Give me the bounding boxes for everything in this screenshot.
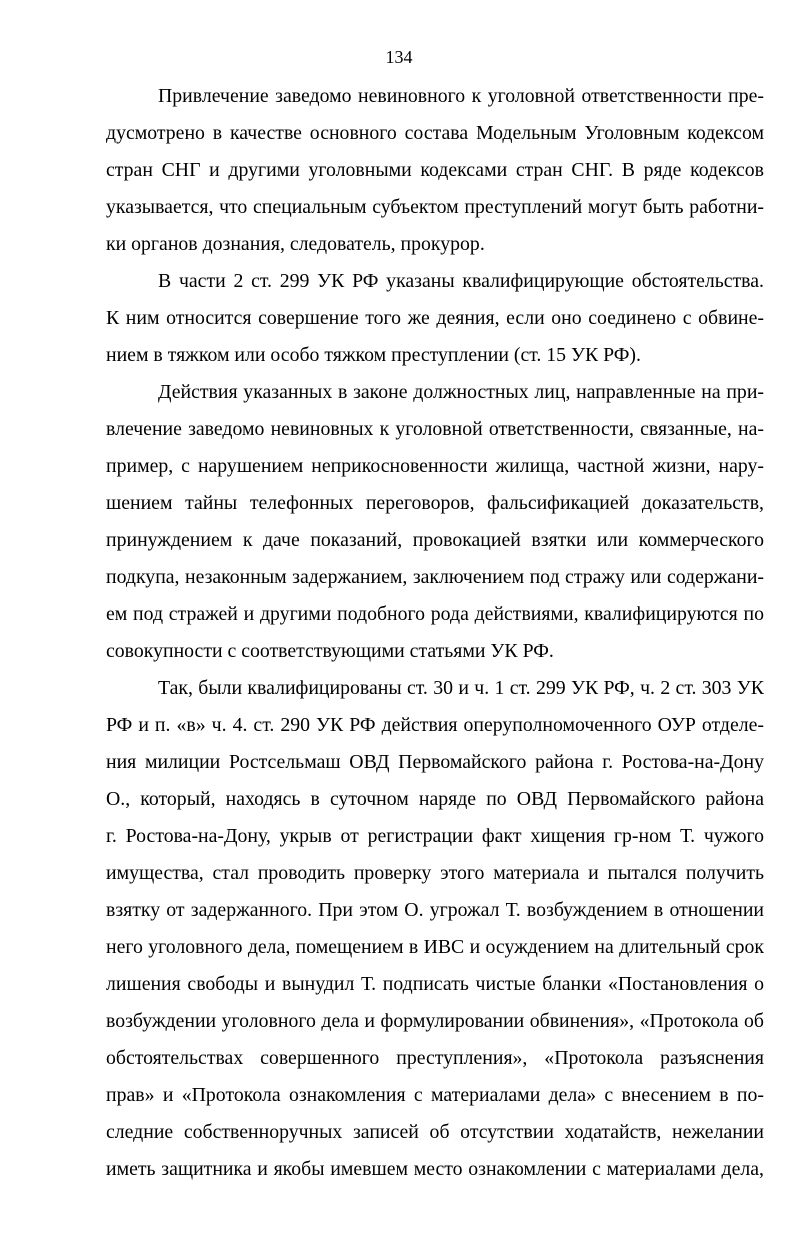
paragraph-4 xyxy=(106,670,764,1188)
text-line: указывается, что специальным субъектом преступлений могут быть работни- xyxy=(106,196,764,218)
text-line: шением тайны телефонных переговоров, фальсификацией доказательств, xyxy=(106,492,764,514)
text-line: стран СНГ и другими уголовными кодексами стран СНГ. В ряде кодексов xyxy=(106,159,764,181)
text-line: лишения свободы и вынудил Т. подписать чистые бланки «Постановления о xyxy=(106,973,764,995)
text-line: пример, с нарушением неприкосновенности жилища, частной жизни, нару- xyxy=(106,455,764,477)
paragraph-2 xyxy=(106,263,764,374)
text-line: взятку от задержанного. При этом О. угрожал Т. возбуждением в отношении xyxy=(106,899,764,921)
text-line: обстоятельствах совершенного преступления», «Протокола разъяснения xyxy=(106,1047,764,1069)
text-line: РФ и п. «в» ч. 4. ст. 290 УК РФ действия оперуполномоченного ОУР отделе- xyxy=(106,714,764,736)
text-line: принуждением к даче показаний, провокацией взятки или коммерческого xyxy=(106,529,764,551)
text-line: Привлечение заведомо невиновного к уголовной ответственности пре- xyxy=(158,85,764,107)
text-line: В части 2 ст. 299 УК РФ указаны квалифицирующие обстоятельства. xyxy=(158,270,764,292)
text-line: подкупа, незаконным задержанием, заключением под стражу или содержани- xyxy=(106,566,764,588)
text-line: прав» и «Протокола ознакомления с материалами дела» с внесением в по- xyxy=(106,1084,764,1106)
text-line: дусмотрено в качестве основного состава Модельным Уголовным кодексом xyxy=(106,122,764,144)
text-line: г. Ростова-на-Дону, укрыв от регистрации факт хищения гр-ном Т. чужого xyxy=(106,825,764,847)
paragraph-1 xyxy=(106,78,764,263)
text-line: влечение заведомо невиновных к уголовной ответственности, связанные, на- xyxy=(106,418,764,440)
text-line: имущества, стал проводить проверку этого материала и пытался получить xyxy=(106,862,764,884)
text-line: совокупности с соответствующими статьями УК РФ. xyxy=(106,640,554,662)
text-line: О., который, находясь в суточном наряде по ОВД Первомайского района xyxy=(106,788,764,810)
page-body xyxy=(106,78,764,1188)
page-number: 134 xyxy=(385,47,413,67)
text-line: ем под стражей и другими подобного рода действиями, квалифицируются по xyxy=(106,603,764,625)
text-line: К ним относится совершение того же деяния, если оно соединено с обвине- xyxy=(106,307,764,329)
text-line: Действия указанных в законе должностных лиц, направленные на при- xyxy=(158,381,764,403)
text-line: ния милиции Ростсельмаш ОВД Первомайского района г. Ростова-на-Дону xyxy=(106,751,764,773)
text-line: нием в тяжком или особо тяжком преступлении (ст. 15 УК РФ). xyxy=(106,344,641,366)
text-line: следние собственноручных записей об отсутствии ходатайств, нежелании xyxy=(106,1121,764,1143)
text-line: ки органов дознания, следователь, прокурор. xyxy=(106,233,485,255)
paragraph-3 xyxy=(106,374,764,670)
text-line: иметь защитника и якобы имевшем место ознакомлении с материалами дела, xyxy=(106,1158,764,1180)
text-line: него уголовного дела, помещением в ИВС и осуждением на длительный срок xyxy=(106,936,764,958)
text-line: Так, были квалифицированы ст. 30 и ч. 1 ст. 299 УК РФ, ч. 2 ст. 303 УК xyxy=(158,677,764,699)
text-line: возбуждении уголовного дела и формулировании обвинения», «Протокола об xyxy=(106,1010,764,1032)
